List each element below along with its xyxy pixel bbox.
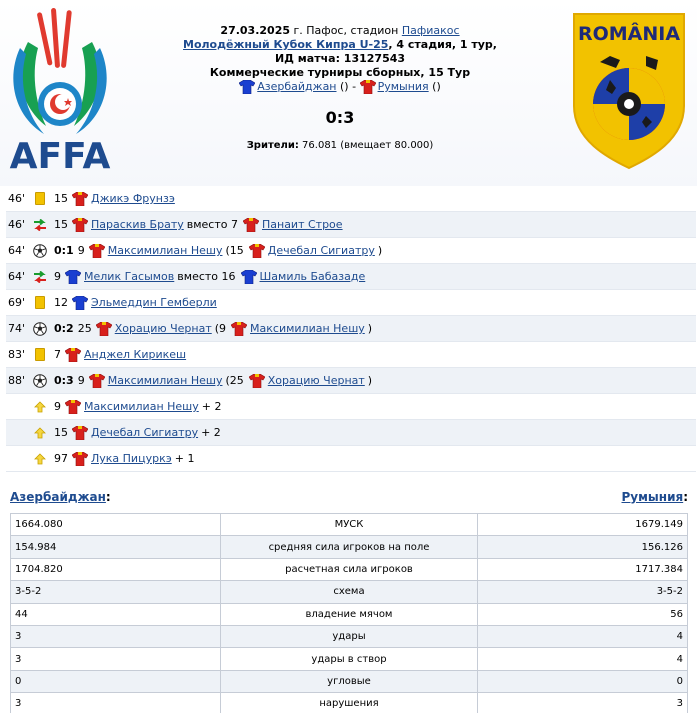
match-info <box>140 24 540 94</box>
stats-row <box>11 693 688 713</box>
stats-row <box>11 648 688 670</box>
event-detail: (25 <box>225 374 244 387</box>
away-shirt-icon <box>89 374 105 388</box>
away-shirt-icon <box>72 452 88 466</box>
event-tail: ) <box>377 244 383 257</box>
stat-home-value: 154.984 <box>11 536 221 558</box>
away-shirt-icon <box>231 322 247 336</box>
event-detail: (15 <box>225 244 244 257</box>
stat-home-value: 44 <box>11 603 221 625</box>
substitution-icon <box>33 271 47 283</box>
player-number: 9 <box>54 270 61 283</box>
player-link[interactable]: Максимилиан Нешу <box>107 374 223 387</box>
event-minute: 46' <box>8 192 26 205</box>
yellow-card-icon <box>35 192 45 205</box>
player-link[interactable]: Параскив Брату <box>91 218 184 231</box>
player-link[interactable]: Максимилиан Нешу <box>250 322 365 335</box>
away-shirt-icon <box>360 80 376 94</box>
event-tail: ) <box>367 322 373 335</box>
event-detail: вместо 16 <box>177 270 236 283</box>
player-link[interactable]: Джикэ Фрунзэ <box>91 192 175 205</box>
stat-home-value: 1704.820 <box>11 558 221 580</box>
stat-label: схема <box>220 581 478 603</box>
player-number: 7 <box>54 348 61 361</box>
stat-home-value: 3 <box>11 693 221 713</box>
event-row <box>6 290 696 316</box>
player-number: 9 <box>77 244 85 257</box>
stats-home-team-link[interactable]: Азербайджан <box>10 490 106 504</box>
player-link[interactable]: Максимилиан Нешу <box>84 400 199 413</box>
player-link[interactable]: Дечебал Сигиатру <box>267 244 375 257</box>
player-link[interactable]: Максимилиан Нешу <box>107 244 223 257</box>
away-team-link[interactable]: Румыния <box>377 80 429 93</box>
goal-ball-icon <box>33 244 47 258</box>
stats-row <box>11 670 688 692</box>
player-number: 25 <box>77 322 92 335</box>
match-stats-table <box>10 513 688 713</box>
substitution-icon <box>33 219 47 231</box>
event-row <box>6 316 696 342</box>
away-shirt-icon <box>65 400 81 414</box>
event-detail: (9 <box>214 322 227 335</box>
player-link[interactable]: Хорацию Чернат <box>114 322 212 335</box>
away-shirt-icon <box>249 374 265 388</box>
tournament-stage: , 4 стадия, 1 тур, <box>388 38 497 51</box>
event-row <box>6 368 696 394</box>
romania-federation-logo <box>570 10 688 170</box>
stats-row <box>11 603 688 625</box>
stat-label: удары в створ <box>220 648 478 670</box>
player-number: 15 <box>54 426 68 439</box>
stat-home-value: 3-5-2 <box>11 581 221 603</box>
player-number: 9 <box>77 374 85 387</box>
stat-label: средняя сила игроков на поле <box>220 536 478 558</box>
event-row <box>6 238 696 264</box>
home-team-link[interactable]: Азербайджан <box>257 80 337 93</box>
event-minute: 83' <box>8 348 26 361</box>
away-shirt-icon <box>96 322 112 336</box>
rating-up-icon <box>34 453 46 465</box>
stat-label: владение мячом <box>220 603 478 625</box>
match-events <box>6 186 696 472</box>
yellow-card-icon <box>35 348 45 361</box>
away-shirt-icon <box>72 218 88 232</box>
stat-away-value: 3 <box>478 693 688 713</box>
event-row <box>6 394 696 420</box>
player-number: 9 <box>54 400 61 413</box>
player-link[interactable]: Панаит Строе <box>261 218 343 231</box>
stat-home-value: 1664.080 <box>11 514 221 536</box>
away-shirt-icon <box>72 426 88 440</box>
player-number: 97 <box>54 452 68 465</box>
player-number: 15 <box>54 192 68 205</box>
match-category: Коммерческие турниры сборных, 15 Тур <box>209 66 471 79</box>
stat-label: расчетная сила игроков <box>220 558 478 580</box>
stat-label: нарушения <box>220 693 478 713</box>
player-link[interactable]: Дечебал Сигиатру <box>91 426 199 439</box>
away-shirt-icon <box>243 218 259 232</box>
event-minute: 74' <box>8 322 26 335</box>
away-shirt-icon <box>72 192 88 206</box>
goal-ball-icon <box>33 374 47 388</box>
stat-away-value: 3-5-2 <box>478 581 688 603</box>
yellow-card-icon <box>35 296 45 309</box>
stadium-link[interactable]: Пафиакос <box>401 24 460 37</box>
stat-label: угловые <box>220 670 478 692</box>
event-tail: ) <box>367 374 373 387</box>
affa-logo <box>8 8 112 172</box>
event-row <box>6 420 696 446</box>
player-link[interactable]: Эльмеддин Гемберли <box>91 296 217 309</box>
event-score: 0:3 <box>54 374 74 387</box>
stat-away-value: 4 <box>478 648 688 670</box>
stats-row <box>11 581 688 603</box>
teams-line: Азербайджан () - Румыния () <box>140 80 540 94</box>
stat-away-value: 1717.384 <box>478 558 688 580</box>
player-link[interactable]: Лука Пицуркэ <box>91 452 172 465</box>
event-tail: + 2 <box>201 426 221 439</box>
stat-away-value: 0 <box>478 670 688 692</box>
stats-row <box>11 625 688 647</box>
home-shirt-icon <box>239 80 255 94</box>
event-row <box>6 264 696 290</box>
player-link[interactable]: Хорацию Чернат <box>267 374 365 387</box>
event-minute: 64' <box>8 270 26 283</box>
goal-ball-icon <box>33 322 47 336</box>
player-link[interactable]: Шамиль Бабазаде <box>259 270 366 283</box>
event-tail: + 2 <box>201 400 222 413</box>
stat-away-value: 4 <box>478 625 688 647</box>
stats-row <box>11 558 688 580</box>
event-row <box>6 186 696 212</box>
event-row <box>6 446 696 472</box>
match-header <box>0 0 697 186</box>
event-minute: 64' <box>8 244 26 257</box>
stats-teams: Азербайджан: Румыния: <box>10 490 688 504</box>
event-minute: 46' <box>8 218 26 231</box>
away-shirt-icon <box>249 244 265 258</box>
home-shirt-icon <box>72 296 88 310</box>
player-link[interactable]: Мелик Гасымов <box>84 270 175 283</box>
away-shirt-icon <box>65 348 81 362</box>
home-shirt-icon <box>65 270 81 284</box>
stat-away-value: 56 <box>478 603 688 625</box>
match-place: г. Пафос, стадион <box>290 24 402 37</box>
tournament-line <box>140 38 540 52</box>
rating-up-icon <box>34 427 46 439</box>
match-score: 0:3 <box>325 108 355 127</box>
event-minute: 69' <box>8 296 26 309</box>
event-score: 0:2 <box>54 322 74 335</box>
event-row <box>6 212 696 238</box>
stats-away-team-link[interactable]: Румыния <box>621 490 684 504</box>
event-score: 0:1 <box>54 244 74 257</box>
stat-away-value: 1679.149 <box>478 514 688 536</box>
match-date: 27.03.2025 <box>220 24 291 37</box>
svg-text:ROMÂNIA: ROMÂNIA <box>577 23 681 45</box>
tournament-link[interactable]: Молодёжный Кубок Кипра U-25 <box>183 38 389 51</box>
stats-row <box>11 536 688 558</box>
event-row <box>6 342 696 368</box>
stat-label: удары <box>220 625 478 647</box>
match-id: ИД матча: 13127543 <box>274 52 406 65</box>
stat-label: МУСК <box>220 514 478 536</box>
stats-row <box>11 514 688 536</box>
home-shirt-icon <box>241 270 257 284</box>
svg-text:AFFA: AFFA <box>9 136 111 172</box>
event-detail: вместо 7 <box>186 218 238 231</box>
player-number: 12 <box>54 296 68 309</box>
away-shirt-icon <box>89 244 105 258</box>
player-number: 15 <box>54 218 68 231</box>
stat-home-value: 3 <box>11 648 221 670</box>
stat-home-value: 3 <box>11 625 221 647</box>
event-tail: + 1 <box>174 452 195 465</box>
rating-up-icon <box>34 401 46 413</box>
stat-home-value: 0 <box>11 670 221 692</box>
event-minute: 88' <box>8 374 26 387</box>
attendance: Зрители: 76.081 (вмещает 80.000) <box>246 140 434 151</box>
player-link[interactable]: Анджел Кирикеш <box>84 348 187 361</box>
match-date-line <box>140 24 540 38</box>
stat-away-value: 156.126 <box>478 536 688 558</box>
